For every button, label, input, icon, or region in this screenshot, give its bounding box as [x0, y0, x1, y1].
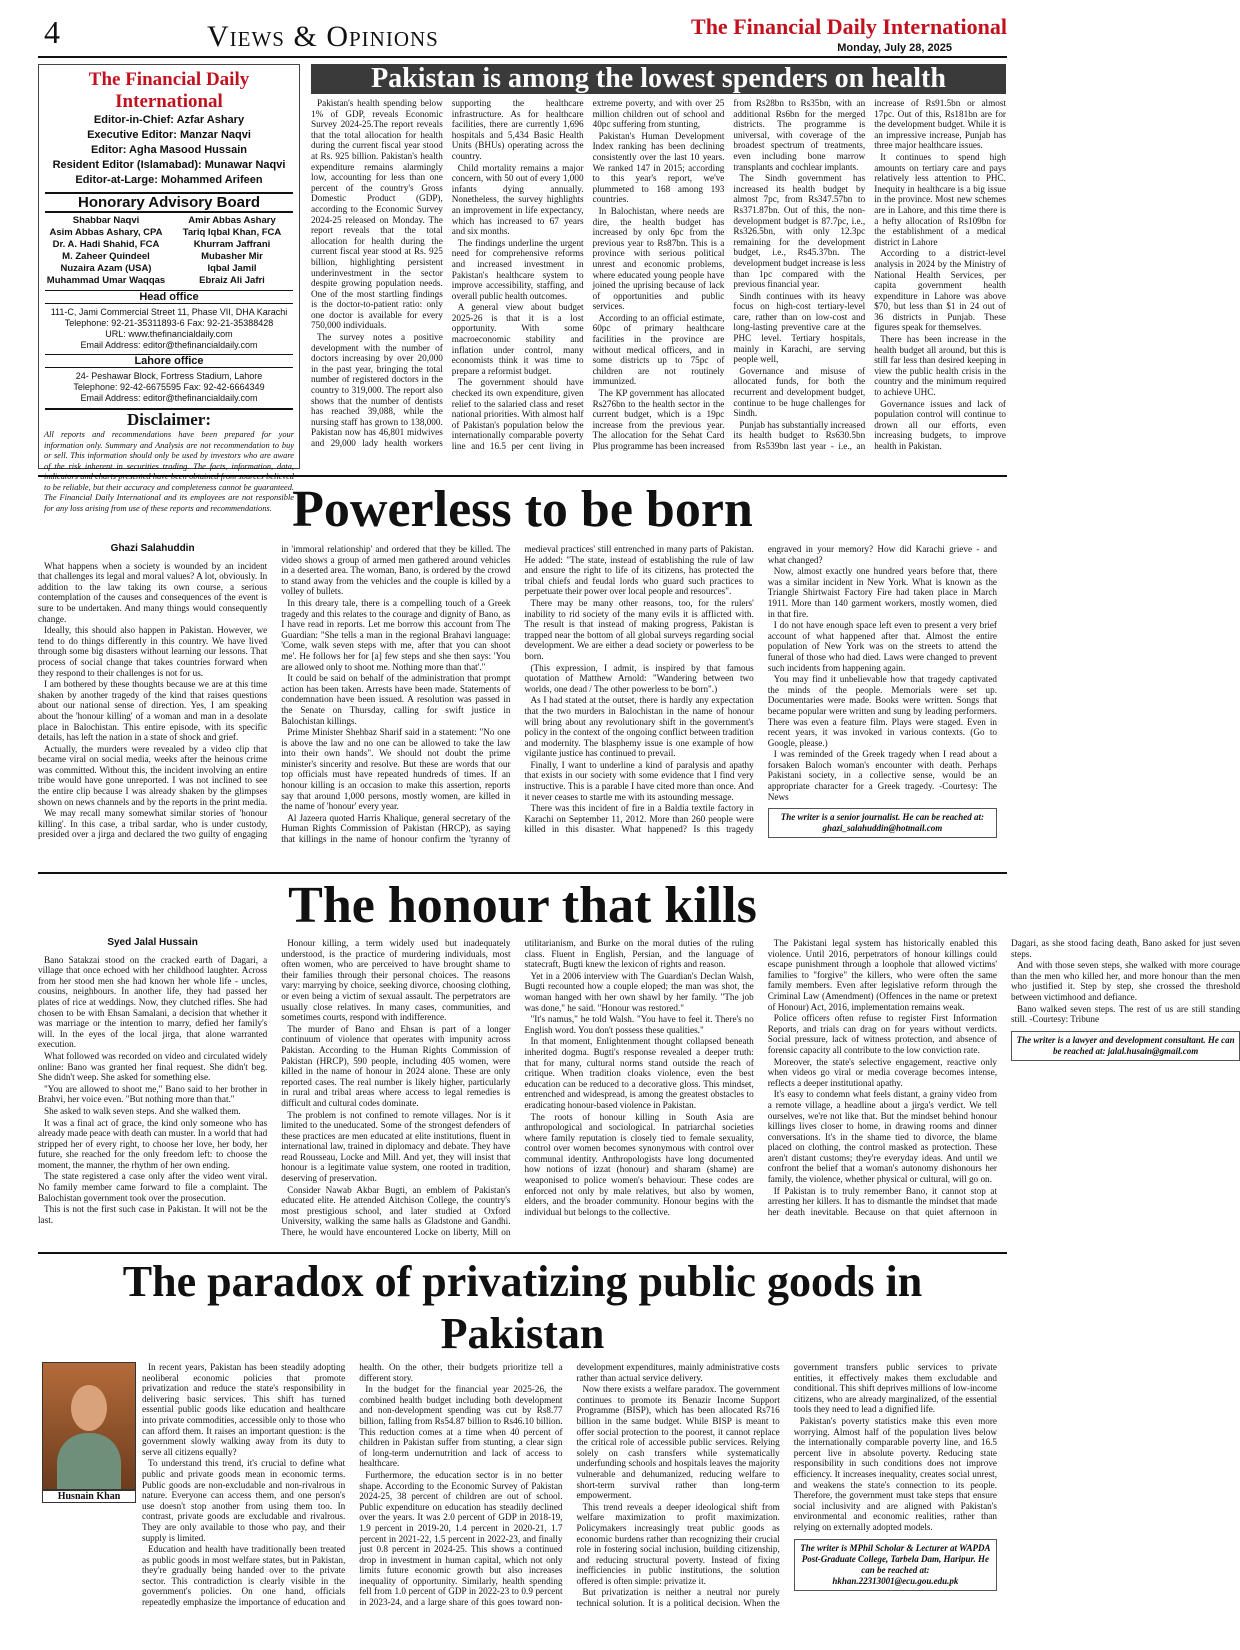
advisory-board-left: [43, 215, 169, 287]
board-member: Muhammad Umar Waqqas: [46, 275, 166, 286]
paragraph: The KP government has allocated Rs276bn to the health sector in the current budget, which is a 19pc increase from the previous year. The allocation for the Sehat Card Plus programme has been increased from Rs28bn to Rs35bn, with an additional Rs6bn for the merged districts. The programme is universal, with coverage of the broadest spectrum of treatments, even including bone marrow transplants and cochlear implants.: [592, 98, 866, 451]
board-member: Asim Abbas Ashary, CPA: [49, 227, 163, 238]
paragraph: Pakistan's Human Development Index ranking has been declining consistently over the last 10 years. We ranked 147 in 2015; according to this year's report, we've plummeted to 168 among 193 countries.: [592, 130, 725, 205]
paragraph: Yet in a 2006 interview with The Guardian's Declan Walsh, Bugti recounted how a couple eloped; the man was shot, the woman hanged with her own shawl by her family. "The job was done," he said. "Honour was restored.": [524, 970, 754, 1013]
paragraph: According to a district-level analysis in 2024 by the Ministry of National Health Services, per capita government health expenditure in Lahore was above $70, but less than $1 in 24 out of 36 districts in Punjab. These figures speak for themselves.: [874, 248, 1006, 333]
author-photo-block: [42, 1362, 136, 1503]
paragraph: Prime Minister Shehbaz Sharif said in a statement: "No one is above the law and no one can be allowed to take the law into their own hands". We should not doubt the prime minister's sincerity and resolve. But these are words that our top officials must have repeated hundreds of times. If an honour killing is an occasion to make this assertion, reports say that around 1,000 persons, mostly women, are killed in the name of 'honour' every year.: [281, 727, 511, 812]
masthead-brand: The Financial Daily International: [88, 69, 250, 112]
paragraph: In recent years, Pakistan has been steadily adopting neoliberal economic policies that promote privatization and reduce the state's responsibility in delivering basic services. This shift has turned essential public goods like education and healthcare into private commodities, accessible only to those who can afford them. It raises an important question: is the government slowly walking away from its duty to serve all citizens equally?: [142, 1362, 346, 1457]
lahore-office-address: 24- Peshawar Block, Fortress Stadium, Lahore: [75, 371, 263, 381]
head-office-email[interactable]: Email Address: editor@thefinancialdaily.com: [80, 340, 258, 350]
paragraph: I was reminded of the Greek tragedy when I read about a forsaken Baloch woman's encounter with death. Perhaps Pakistani society, in a collective sense, would be an appropriate character for a Greek tragedy. -Courtesy: The News: [767, 749, 997, 802]
paragraph: Police officers often refuse to register First Information Reports, and trials can drag on for years without verdicts. Social pressure, lack of witness protection, and absence of forensic capacity all contribute to the low conviction rate.: [767, 1013, 997, 1055]
paragraph: "You are allowed to shoot me," Bano said to her brother in Brahvi, her voice even. "But nothing more than that.": [38, 1083, 268, 1105]
author-byline: Syed Jalal Hussain: [107, 937, 198, 948]
advisory-board-list: [43, 215, 295, 287]
paragraph: What followed was recorded on video and circulated widely online: Bano was granted her final request. She didn't beg. She didn't weep. She asked for something else.: [38, 1050, 268, 1083]
paragraph: The murder of Bano and Ehsan is part of a longer continuum of violence that operates with impunity across Pakistan. According to the Human Rights Commission of Pakistan (HRCP), 590 people, including 405 women, were killed in the name of honour in 2024 alone. These are only reported cases. The real number is likely higher, particularly in rural and tribal areas where access to legal remedies is difficult and cultural codes dominate.: [281, 1023, 511, 1108]
paragraph: A general view about budget 2025-26 is that it is a lost opportunity. With some macroeconomic stability and inflation under control, many economists think it was time to prepare a reformist budget.: [451, 302, 584, 376]
disclaimer-text: All reports and recommendations have been prepared for your information only. Summary and Analysis are not recommendation to buy or sell. This information should only be used by investors who are aware of the risk inherent in securities trading. The facts, information, data, to be reliable, but their accuracy and completeness cannot be guaranteed. The Financial Daily International and its employees are not responsible for any loss arising from use of these reports and recommendations.: [44, 430, 294, 513]
board-member: M. Zaheer Quindeel: [62, 251, 150, 262]
article-privatizing-body: [142, 1362, 997, 1647]
paragraph: Pakistan's health spending below 1% of GDP, reveals Economic Survey 2024-25.The report reveals that the total allocation for health during the current fiscal year stood at Rs. 925 billion. Pakistan's health expenditure remains alarmingly low, accounting for less than one percent of the country's Gross Domestic Product (GDP), according to the Economic Survey 2024-25 released on Monday. The report reveals that the total allocation for health during the current fiscal year stood at Rs. 925 billion, highlighting persistent underinvestment in the sector despite growing population needs. One of the most startling findings is the doctor-to-patient ratio: only one doctor is available for every 750,000 individuals.: [311, 98, 443, 331]
paragraph: Sindh continues with its heavy focus on high-cost tertiary-level care, rather than on low-cost and long-lasting preventive care at the PHC level. Tertiary hospitals, mainly in Karachi, are serving people well,: [733, 290, 866, 365]
editor-line: Editor: Agha Masood Hussain: [90, 144, 248, 156]
board-member: Nuzaira Azam (USA): [60, 263, 152, 274]
paragraph: Actually, the murders were revealed by a video clip that became viral on social media, weeks after the heinous crime was committed. Without this, the incident involving an entire tribe would have gone unreported. I was not inclined to see the entire clip because I was already shaken by the glimpses shown on news channels and by the reports in the print media.: [38, 743, 268, 807]
paragraph: And with those seven steps, she walked with more courage than the men who killed her, and more honour than the men who justified it. Step by step, she crossed the threshold between victimhood and defiance.: [1011, 960, 1240, 1002]
article-honour-body: [38, 937, 1240, 1238]
issue-date: Monday, July 28, 2025: [837, 42, 952, 54]
section-divider: [38, 475, 1007, 477]
board-member: Amir Abbas Ashary: [188, 215, 276, 226]
header-rule: [38, 56, 1007, 58]
section-divider: [38, 1252, 1007, 1254]
paragraph: There has been increase in the health budget all around, but this is still far less than desired keeping in view the public health crisis in the country and the minimum required to achieve UHC.: [874, 334, 1006, 398]
board-member: Khurram Jaffrani: [193, 239, 271, 250]
paragraph: The Pakistani legal system has historically enabled this violence. Until 2016, perpetrators of honour killings could escape punishment through a loophole that allowed victims' families to "forgive" the killers, who were often the same family members. Even after legislative reform through the Criminal Law (Amendment) (Offences in the name or pretext of Honour) Act, 2016, implementation remains weak.: [767, 938, 997, 1012]
paragraph: Consider Nawab Akbar Bugti, an emblem of Pakistan's educated elite. He attended Aitchison College, the country's most prestigious school, and later studied at Oxford University, walking the same halls as Gladstone and Gandhi. There, he would have encountered Locke on liberty, Mill on utilitarianism, and Burke on the moral duties of the ruling class. Fluent in English, Persian, and the language of statecraft, Bugti knew the lexicon of rights and reason.: [281, 938, 754, 1238]
paragraph: Bano walked seven steps. The rest of us are still standing still. -Courtesy: Tribune: [1011, 1003, 1240, 1025]
advisory-board-title: Honorary Advisory Board: [45, 192, 293, 213]
article-health-body: [311, 98, 1006, 468]
page-number: 4: [44, 14, 60, 50]
paragraph: Al Jazeera quoted Harris Khalique, general secretary of the Human Rights Commission of Pakistan (HRCP), as saying that killings in the name of honour confirm the 'tyranny of medieval practices' still entrenched in many parts of Pakistan. He added: "The state, instead of establishing the rule of law and ensure the right to life of its citizens, has protected the tribal chiefs and feudal lords who guard such practices to perpetuate their power over local people and resources".: [281, 544, 754, 845]
paragraph: According to an official estimate, 60pc of primary healthcare facilities in the province are without medical officers, and in some districts up to 75pc of children are not routinely immunized.: [592, 312, 725, 387]
paragraph: To understand this trend, it's crucial to define what public and private goods mean in economic terms. Public goods are non-excludable and non-rivalrous in nature. Everyone can access them, and one person's use doesn't stop another from using them too. In contrast, private goods are excludable and rivalrous. They are only available to those who pay, and their supply is limited.: [142, 1458, 346, 1543]
paragraph: In this dreary tale, there is a compelling touch of a Greek tragedy and this relates to the courage and dignity of Bano, as I have read in reports. Let me borrow this account from The Guardian: "She tells a man in the regional Brahavi language: 'Come, walk seven steps with me, after that you can shoot me'. He follows her for [a] few steps and she then says: 'You are allowed only to shoot me. Nothing more than that'.": [281, 597, 511, 672]
paragraph: You may find it unbelievable how that tragedy captivated the minds of the people. Memorials were set up. Documentaries were made. Books were written. Songs that became popular were written and sung by leading performers. There was even a feature film. Plays were staged. Even in recent years, it was invoked in various contexts. (Go to Google, please.): [767, 674, 997, 748]
paragraph: The problem is not confined to remote villages. Nor is it limited to the uneducated. Some of the strongest defenders of these practices are men educated at elite institutions, fluent in international law, trained in diplomacy and debate. They have read Rousseau, Locke and Mill. And yet, they will insist that honour is a legitimate value system, one rooted in tradition, deserving of preservation.: [281, 1109, 511, 1184]
paragraph: Punjab has substantially increased its health budget to Rs630.5bn from Rs539bn last year - i.e., an increase of Rs91.5bn or almost 17pc. Out of this, Rs181bn are for the development budget. While it is an impressive increase, Punjab has three major healthcare issues.: [733, 98, 1006, 451]
writer-note: The writer is MPhil Scholar & Lecturer at WAPDA Post-Graduate College, Tarbela Dam, Haripur. He can be reached at: hkhan.22313001@ecu.gou.edu.pk: [794, 1539, 997, 1591]
paragraph: It was a final act of grace, the kind only someone who has already made peace with death can muster. In a world that had stripped her of every right, to choose her love, her body, her future, she reached for the only freedom left: to choose the moment, the manner, the rhythm of her own ending.: [38, 1117, 268, 1170]
brand-logo: The Financial Daily International: [691, 14, 1007, 39]
paragraph: If Pakistan is to truly remember Bano, it cannot stop at arresting her killers. It has to dismantle the mindset that made her death inevitable. Because on that quiet afternoon in Dagari, as she stood facing death, Bano asked for just seven steps.: [767, 938, 1240, 1217]
paragraph: Education and health have traditionally been treated as public goods in most welfare states, but in Pakistan, they're gradually being handed over to the private sector. This contradiction is clearly visible in the government's policies. On one hand, officials repeatedly emphasize the importance of education and health. On the other, their budgets prioritize tell a different story.: [142, 1362, 563, 1608]
paragraph: The Sindh government has increased its health budget by almost 7pc, from Rs347.57bn to Rs371.87bn. Out of this, the non-development budget is 87.7pc, i.e., Rs326.5bn, with only 12.3pc remaining for the development budget, i.e., Rs45.37bn. The development budget increase is less than 1pc compared with the previous financial year.: [733, 173, 866, 290]
paragraph: This is not the first such case in Pakistan. It will not be the last.: [38, 1204, 268, 1225]
editor-line: Editor-in-Chief: Azfar Ashary: [93, 114, 245, 126]
paragraph: It continues to spend high amounts on tertiary care and pays relatively less attention to PHC. Inequity in healthcare is a big issue in the province. Most new schemes are in Lahore, and this time there is a hefty allocation of Rs109bn for the establishment of a medical district in Lahore: [874, 151, 1006, 247]
head-office-title: Head office: [45, 290, 293, 304]
section-title: Views & Opinions: [207, 20, 439, 53]
paragraph: It's easy to condemn what feels distant, a grainy video from a remote village, a headline about a jirga's verdict. We tell ourselves, we're not like that. But the mindset behind honour killings lives closer to home, in drawing rooms and dinner conversations. It's in the shame tied to divorce, the blame placed on clothing, the control masked as protection. These aren't distant customs; they're everyday ideas. And until we confront the belief that a woman's autonomy dishonours her family, the violence, whether physical or cultural, will go on.: [767, 1089, 997, 1185]
board-member: Dr. A. Hadi Shahid, FCA: [52, 239, 160, 250]
paragraph: "It's namus," he told Walsh. "You have to feel it. There's no English word. You don't possess these qualities.": [524, 1014, 754, 1035]
paragraph: Now, almost exactly one hundred years before that, there was a similar incident in New York. What is known as the Triangle Shirtwaist Factory Fire had taken place in March 1911. More than 140 garment workers, mostly women, died in that fire.: [767, 566, 997, 619]
head-office-url[interactable]: URL: www.thefinancialdaily.com: [105, 329, 233, 339]
paragraph: Furthermore, the education sector is in no better shape. According to the Economic Survey of Pakistan 2024-25, 38 percent of children are out of school. Public expenditure on education has steadily declined over the years. It was 2.0 percent of GDP in 2018-19, 1.9 percent in 2019-20, 1.4 percent in 2020-21, 1.7 percent in 2021-22, 1.5 percent in 2022-23, and finally just 0.8 percent in 2024-25. This shows a continued drop in investment in human capital, which not only limits future economic growth but also increases inequality of opportunity. Similarly, health spending fell from 1.0 percent of GDP in 2022-23 to 0.9 percent in 2023-24, and a large share of this goes toward non-development expenditures, mainly administrative costs rather than actual service delivery.: [359, 1362, 780, 1608]
article-powerless-body: [38, 544, 997, 894]
lahore-office-phone: Telephone: 92-42-6675595 Fax: 92-42-6664349: [73, 382, 265, 392]
paragraph: There was this incident of fire in a Baldia textile factory in Karachi on September 11, 2012. More than 260 people were killed in this disaster. What happened? Is this tragedy engraved in your memory? How did Karachi grieve - and what changed?: [524, 544, 997, 835]
lahore-office-title: Lahore office: [45, 354, 293, 368]
paragraph: In Balochistan, where needs are dire, the health budget has increased by only 6pc from the previous year to Rs87bn. This is a province with serious political unrest and economic problems, where educated young people have joined the uprising because of lack of opportunities and public services.: [592, 205, 725, 312]
head-office-phone: Telephone: 92-21-35311893-6 Fax: 92-21-35388428: [64, 318, 274, 328]
author-photo: [42, 1362, 136, 1490]
author-byline: Ghazi Salahuddin: [110, 543, 195, 554]
paragraph: The findings underline the urgent need for comprehensive reforms and increased investment in Pakistan's healthcare system to improve accessibility, staffing, and overall public health outcomes.: [451, 237, 584, 301]
paragraph: The roots of honour killing in South Asia are anthropological and sociological. In patriarchal societies where family reputation is closely tied to female sexuality, control over women becomes synonymous with control over communal identity. Anthropologists have long documented how notions of izzat (honour) and sharam (shame) are weaponised to police women's behaviour. These codes are enforced not only by male relatives, but also by women, elders, and the broader community. Honour begins with the individual but belongs to the collective.: [524, 1111, 754, 1217]
lahore-office-email[interactable]: Email Address: editor@thefinancialdaily.com: [80, 393, 258, 403]
writer-note: The writer is a lawyer and development consultant. He can be reached at: jalal.husain@gmail.com: [1011, 1031, 1240, 1061]
paragraph: Pakistan's poverty statistics make this even more worrying. Almost half of the population lives below the internationally comparable poverty line, and 16.5 percent live in absolute poverty. Reducing state responsibility in such conditions does not improve efficiency. It increases inequality, creates social unrest, and weakens the state's connection to its people. Therefore, the government must take steps that ensure social inclusivity and are aligned with Pakistan's environmental and economic realities, rather than relying on externally adopted models.: [793, 1415, 997, 1532]
board-member: Iqbal Jamil: [207, 263, 257, 274]
paragraph: Moreover, the state's selective engagement, reactive only when videos go viral or media coverage becomes intense, reflects a deeper institutional apathy.: [767, 1056, 997, 1088]
editor-list: [39, 113, 299, 188]
paragraph: I do not have enough space left even to present a very brief account of what happened after that. Almost the entire population of New York was on the streets to attend the funeral of those who had died. Laws were changed to prevent such incidents from happening again.: [767, 620, 997, 673]
article-privatizing-headline: The paradox of privatizing public goods in Pakistan: [122, 1257, 923, 1358]
paragraph: Bano Satakzai stood on the cracked earth of Dagari, a village that once echoed with her childhood laughter. Across from her stood men she had known her whole life - uncles, cousins, neighbours. In another life, they had passed her plates of rice at weddings. Now, they clutched rifles. She had chosen to be with Ehsan Samalani, a decision that whether it was marriage or the intention to marry, defied her family's will. In the eyes of the local jirga, that alone warranted execution.: [38, 954, 268, 1050]
article-honour-headline: The honour that kills: [288, 877, 757, 934]
board-member: Mubasher Mir: [201, 251, 263, 262]
paragraph: In the budget for the financial year 2025-26, the combined health budget including both development and non-development spending was cut by Rs8.77 billion, falling from Rs54.87 billion to Rs46.10 billion. This reduction comes at a time when 40 percent of children in Pakistan suffer from stunting, a clear sign of long-term undernutrition and lack of access to healthcare.: [359, 1384, 563, 1469]
paragraph: Governance and misuse of allocated funds, for both the recurrent and development budget, continue to be huge challenges for Sindh.: [733, 365, 866, 419]
board-member: Tariq Iqbal Khan, FCA: [182, 227, 282, 238]
board-member: Ebraiz Ali Jafri: [199, 275, 265, 286]
paragraph: It could be said on behalf of the administration that prompt action has been taken. Arrests have been made. Statements of condemnation have been issued. A resolution was passed in the Senate on Thursday, calling for swift justice in Balochistan killings.: [281, 673, 511, 726]
paragraph: Governance issues and lack of population control will continue to drown all our efforts, even increasing budgets, to improve health in Pakistan.: [874, 398, 1006, 451]
paragraph: The state registered a case only after the video went viral. No family member came forward to file a complaint. The Balochistan government took over the prosecution.: [38, 1171, 268, 1203]
paragraph: Finally, I want to underline a kind of paralysis and apathy that exists in our society with some evidence that I find very instructive. This is a parable I have cited more than once. And it never ceases to startle me with its astounding message.: [524, 759, 754, 802]
paragraph: As I had stated at the outset, there is hardly any expectation that the two murders in Balochistan in the name of honour will bring about any revolutionary shift in the government's policy in the context of the ongoing conflict between tradition and modernity. The blasphemy issue is one example of how vigilante justice has continued to prevail.: [524, 695, 754, 759]
editor-line: Editor-at-Large: Mohammed Arifeen: [75, 174, 263, 186]
paragraph: Child mortality remains a major concern, with 50 out of every 1,000 infants dying annually. Nonetheless, the survey highlights an improvement in life expectancy, which has increased to 67 years and six months.: [451, 162, 584, 237]
section-divider: [38, 872, 1007, 874]
paragraph: She asked to walk seven steps. And she walked them.: [44, 1105, 241, 1116]
paragraph: Honour killing, a term widely used but inadequately understood, is the practice of murdering individuals, most often women, who are perceived to have brought shame to their families through their personal choices. The reasons vary: marrying by choice, seeking divorce, choosing clothing, or even being a victim of sexual assault. The perpetrators are usually close relatives. In many cases, communities, and sometimes courts, respond with indifference.: [281, 938, 511, 1023]
paragraph: What happens when a society is wounded by an incident that challenges its legal and moral values? A lot, obviously. In addition to the law taking its own course, a serious contemplation of the causes and consequences of the event is sure to be undertaken. And many things would consequently change.: [38, 560, 268, 624]
editor-line: Executive Editor: Manzar Naqvi: [87, 129, 251, 141]
masthead-box: [38, 64, 300, 513]
paragraph: I am bothered by these thoughts because we are at this time shaken by another tragedy of the kind that raises questions about our national sense of direction. Yes, I am speaking about the 'honour killing' of a woman and man in a desolate place in Balochistan. This entire episode, with its specific details, has left the nation in a state of shock and grief.: [38, 679, 268, 743]
author-caption: Husnain Khan: [42, 1490, 136, 1503]
paragraph: In that moment, Enlightenment thought collapsed beneath inherited dogma. Bugti's response revealed a deeper truth: that for many, cultural norms stand outside the reach of critique. When tradition cloaks violence, even the best education can be reduced to a decorative gloss. This mindset, entrenched and widespread, is among the greatest obstacles to eradicating honour-based violence in Pakistan.: [524, 1036, 754, 1110]
paragraph: There may be many other reasons, too, for the rulers' inability to rid society of the many evils it is afflicted with. The result is that instead of making progress, Pakistan is trapped near the bottom of all global surveys regarding social development. We are either a dead society or powerless to be born.: [524, 597, 754, 661]
paragraph: Now there exists a welfare paradox. The government continues to promote its Benazir Income Support Programme (BISP), which has been allocated Rs716 billion in the same budget. While BISP is meant to offer social protection to the poorest, it cannot replace the critical role of accessible public services. Relying solely on cash transfers while systematically underfunding schools and hospitals leaves the majority vulnerable and dehumanized, reducing welfare to short-term survival rather than long-term empowerment.: [576, 1384, 780, 1501]
paragraph: This trend reveals a deeper ideological shift from welfare maximization to profit maximization. Policymakers increasingly treat public goods as economic burdens rather than recognizing their crucial role in fostering social inclusion, building citizenship, and reducing structural poverty. Instead of fixing inefficiencies in public institutions, the solution offered is often simple: privatize it.: [576, 1501, 780, 1586]
board-member: Shabbar Naqvi: [72, 215, 140, 226]
editor-line: Resident Editor (Islamabad): Munawar Naqvi: [52, 159, 286, 171]
advisory-board-right: [169, 215, 295, 287]
disclaimer-title: Disclaimer:: [45, 408, 293, 430]
paragraph: The survey notes a positive development with the number of doctors increasing by over 20,000 in the past year, bringing the total number of registered doctors in the country to 319,000. The report also shows that the number of dentists has reached 39,088, while the nursing staff has grown to 138,000. Pakistan now has 46,801 midwives and 29,000 lady health workers supporting the healthcare infrastructure. As for healthcare facilities, there are currently 1,696 hospitals and 5,434 Basic Health Units (BHUs) operating across the country.: [311, 98, 584, 448]
paragraph: We may recall many somewhat similar stories of 'honour killing'. In this case, a tribal sardar, who is under custody, presided over a jirga and declared the two guilty of engaging in 'immoral relationship' and ordered that they be killed. The video shows a group of armed men gathered around vehicles in a deserted area. The woman, Bano, is ordered by the crowd to stand away from the vehicles and the couple is killed by a volley of bullets.: [38, 544, 511, 840]
writer-note: The writer is a senior journalist. He can be reached at: ghazi_salahuddin@hotmail.com: [768, 808, 997, 838]
paragraph: (This expression, I admit, is inspired by that famous quotation of Matthew Arnold: "Wandering between two worlds, one dead / The other powerless to be born".): [524, 662, 754, 694]
article-health-headline: Pakistan is among the lowest spenders on health: [311, 64, 1006, 94]
paragraph: But privatization is neither a neutral nor purely technical solution. It is a political decision. When the government transfers public services to private entities, it effectively makes them excludable and conditional. This shift deprives millions of low-income citizens, who are already marginalized, of the essential tools they need to lead a dignified life.: [576, 1362, 997, 1609]
head-office-address: 111-C, Jami Commercial Street 11, Phase VII, DHA Karachi: [50, 307, 288, 317]
paragraph: Ideally, this should also happen in Pakistan. However, we tend to do things differently in this country. We have lived through some big disasters without learning our lessons. That process of social change that takes countries forward when they respond to their challenges is not for us.: [38, 625, 268, 678]
paragraph: The government should have checked its own expenditure, given relief to the salaried class and reset national priorities. With almost half of Pakistan's population below the internationally comparable poverty line and 16.5 per cent living in extreme poverty, and with over 25 million children out of school and 40pc suffering from stunting,: [451, 98, 725, 451]
article-powerless-headline: Powerless to be born: [292, 481, 753, 538]
